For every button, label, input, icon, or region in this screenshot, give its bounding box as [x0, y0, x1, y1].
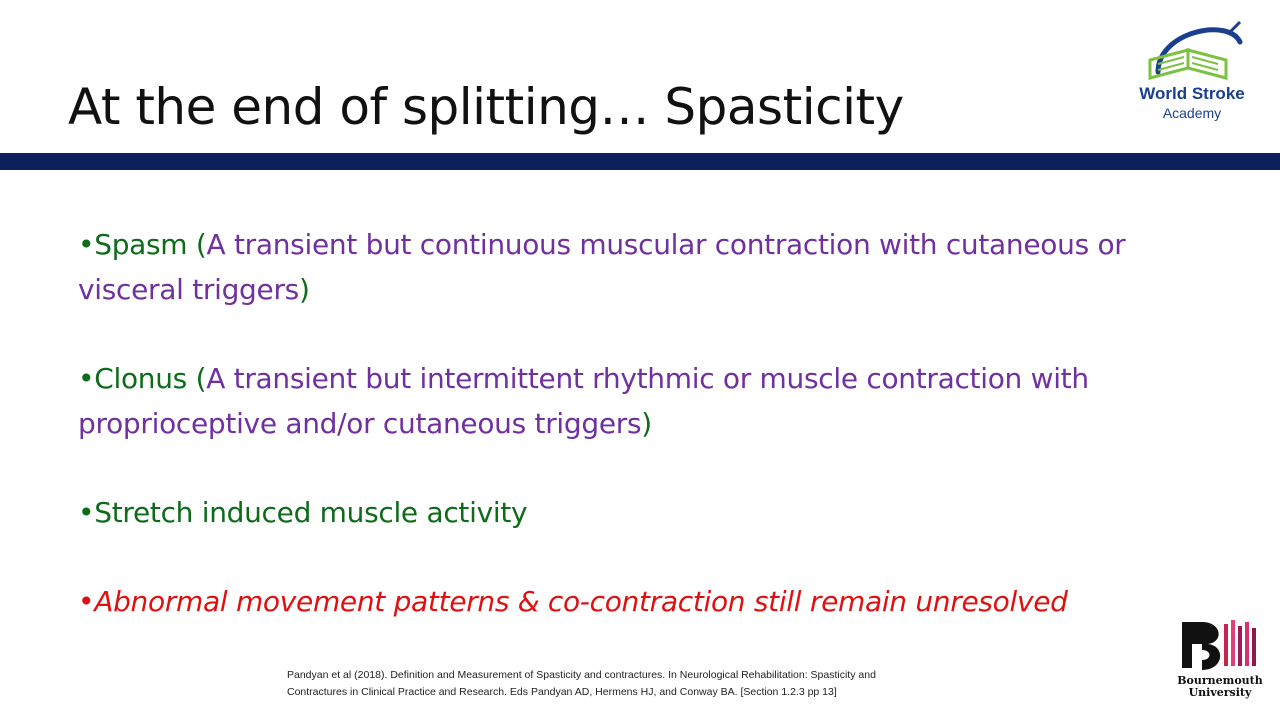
bullet-marker: • [78, 585, 95, 618]
bullet-marker: • [78, 362, 95, 395]
bournemouth-university-wordmark [1170, 675, 1270, 699]
bullet-abnormal-movement [78, 579, 1068, 624]
bullet-term: Spasm [94, 228, 188, 261]
bullet-clonus [78, 356, 1238, 446]
university-name-line-2: University [1188, 686, 1252, 699]
world-stroke-logo-subtitle: Academy [1162, 105, 1222, 121]
reference-line-1: Pandyan et al (2018). Definition and Measurement of Spasticity and contractures. In Neurological Rehabilitation: Spasticity and [287, 669, 876, 681]
bullet-term: Clonus [94, 362, 187, 395]
bullet-marker: • [78, 228, 95, 261]
bullet-stretch [78, 490, 527, 535]
world-stroke-logo-title: World Stroke [1139, 84, 1245, 103]
bullet-paren-close: ) [298, 273, 310, 306]
bullet-paren-close: ) [641, 407, 652, 440]
university-name-line-1: Bournemouth [1177, 674, 1263, 687]
reference-citation [287, 667, 1007, 701]
slide-title: At the end of splitting… Spasticity [68, 78, 904, 136]
bullet-spasm [78, 222, 1238, 312]
bullet-description: A transient but continuous muscular contraction with cutaneous or visceral triggers [78, 228, 1126, 306]
title-divider [0, 153, 1280, 170]
bullet-text: Abnormal movement patterns & co-contraction still remain unresolved [94, 585, 1068, 618]
bournemouth-university-logo-icon [1178, 616, 1262, 676]
bullet-text: Stretch induced muscle activity [94, 496, 528, 529]
bullet-description: A transient but intermittent rhythmic or muscle contraction with proprioceptive and/or cutaneous triggers [78, 362, 1089, 440]
reference-line-2: Contractures in Clinical Practice and Research. Eds Pandyan AD, Hermens HJ, and Conway BA. [Section 1.2.3 pp 13] [287, 686, 837, 698]
bullet-paren-open: ( [187, 228, 207, 261]
bullet-marker: • [78, 496, 95, 529]
bullet-paren-open: ( [186, 362, 207, 395]
